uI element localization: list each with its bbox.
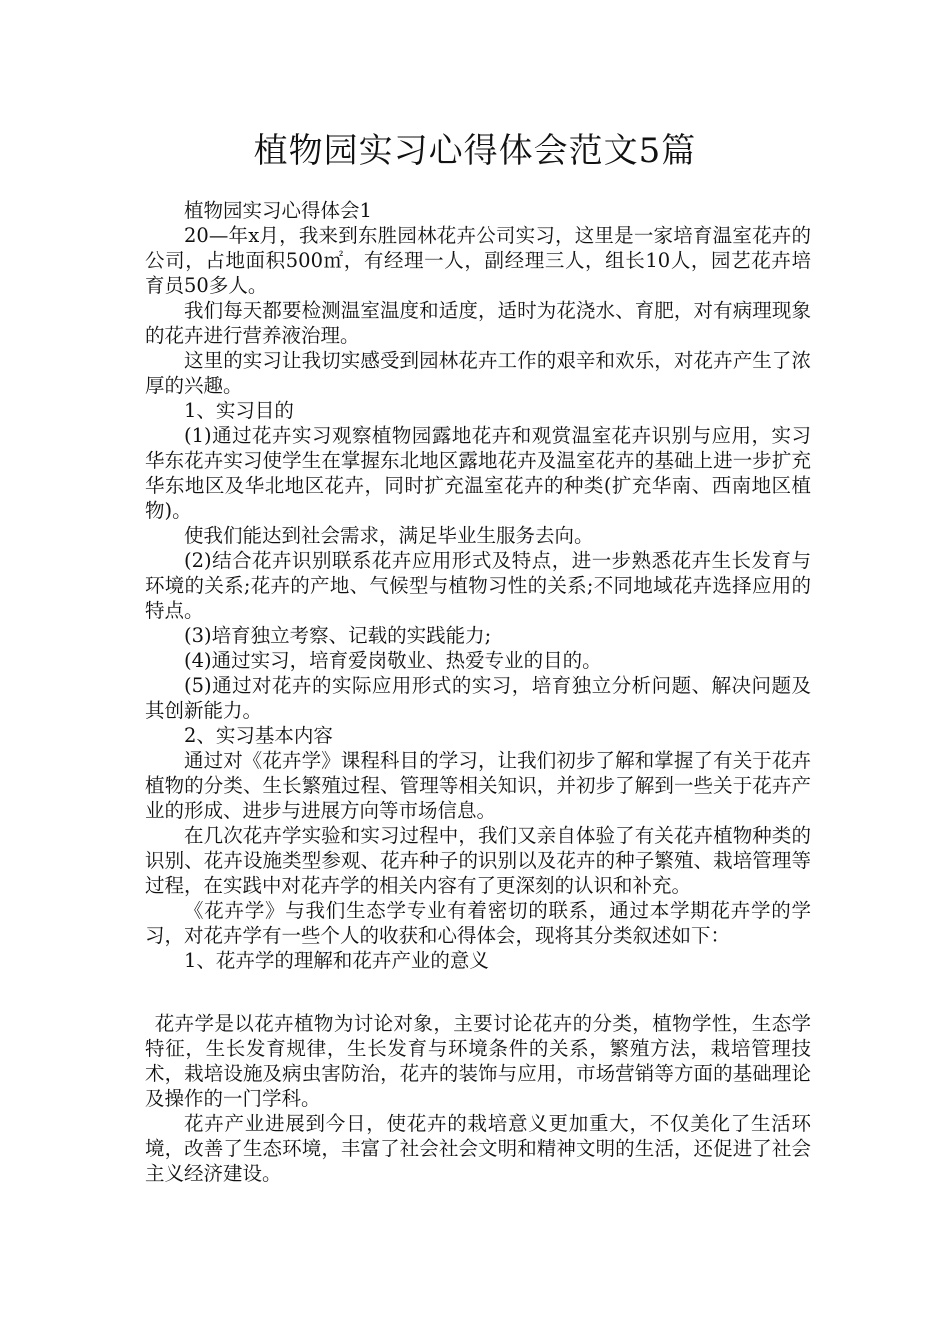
- paragraph: (3)培育独立考察、记载的实践能力;: [184, 624, 492, 647]
- subsection-heading: 1、实习目的: [184, 399, 294, 422]
- paragraph: (2)结合花卉识别联系花卉应用形式及特点，进一步熟悉花卉生长发育与环境的关系;花卉的产地、气候型与植物习性的关系;不同地域花卉选择应用的特点。: [145, 549, 811, 622]
- paragraph: 使我们能达到社会需求，满足毕业生服务去向。: [184, 524, 594, 547]
- paragraph: 通过对《花卉学》课程科目的学习，让我们初步了解和掌握了有关于花卉植物的分类、生长繁殖过程、管理等相关知识，并初步了解到一些关于花卉产业的形成、进步与进展方向等市场信息。: [145, 749, 811, 822]
- paragraph: 在几次花卉学实验和实习过程中，我们又亲自体验了有关花卉植物种类的识别、花卉设施类型参观、花卉种子的识别以及花卉的种子繁殖、栽培管理等过程，在实践中对花卉学的相关内容有了更深刻的认识和补充。: [145, 824, 811, 897]
- paragraph: (4)通过实习，培育爱岗敬业、热爱专业的目的。: [184, 649, 602, 672]
- paragraph: 20—年x月，我来到东胜园林花卉公司实习，这里是一家培育温室花卉的公司，占地面积500㎡，有经理一人，副经理三人，组长10人，园艺花卉培育员50多人。: [145, 224, 811, 297]
- section-heading: 植物园实习心得体会1: [184, 199, 372, 222]
- document-title: 植物园实习心得体会范文5篇: [253, 131, 697, 171]
- paragraph: (5)通过对花卉的实际应用形式的实习，培育独立分析问题、解决问题及其创新能力。: [145, 674, 811, 722]
- paragraph: 花卉产业进展到今日，使花卉的栽培意义更加重大，不仅美化了生活环境，改善了生态环境，丰富了社会社会文明和精神文明的生活，还促进了社会主义经济建设。: [145, 1112, 811, 1185]
- document-body: [145, 198, 811, 1186]
- paragraph: 花卉学是以花卉植物为讨论对象，主要讨论花卉的分类，植物学性，生态学特征，生长发育规律，生长发育与环境条件的关系，繁殖方法，栽培管理技术，栽培设施及病虫害防治，花卉的装饰与应用，市场营销等方面的基础理论及操作的一门学科。: [145, 1012, 811, 1110]
- subsection-heading: 1、花卉学的理解和花卉产业的意义: [184, 949, 489, 972]
- blank-gap: [145, 973, 811, 1011]
- paragraph: 《花卉学》与我们生态学专业有着密切的联系，通过本学期花卉学的学习，对花卉学有一些个人的收获和心得体会，现将其分类叙述如下：: [145, 899, 811, 947]
- paragraph: (1)通过花卉实习观察植物园露地花卉和观赏温室花卉识别与应用，实习华东花卉实习使学生在掌握东北地区露地花卉及温室花卉的基础上进一步扩充华东地区及华北地区花卉，同时扩充温室花卉的种类(扩充华南、西南地区植物)。: [145, 424, 811, 522]
- paragraph: 这里的实习让我切实感受到园林花卉工作的艰辛和欢乐，对花卉产生了浓厚的兴趣。: [145, 349, 811, 397]
- subsection-heading: 2、实习基本内容: [184, 724, 333, 747]
- paragraph: 我们每天都要检测温室温度和适度，适时为花浇水、育肥，对有病理现象的花卉进行营养液治理。: [145, 299, 811, 347]
